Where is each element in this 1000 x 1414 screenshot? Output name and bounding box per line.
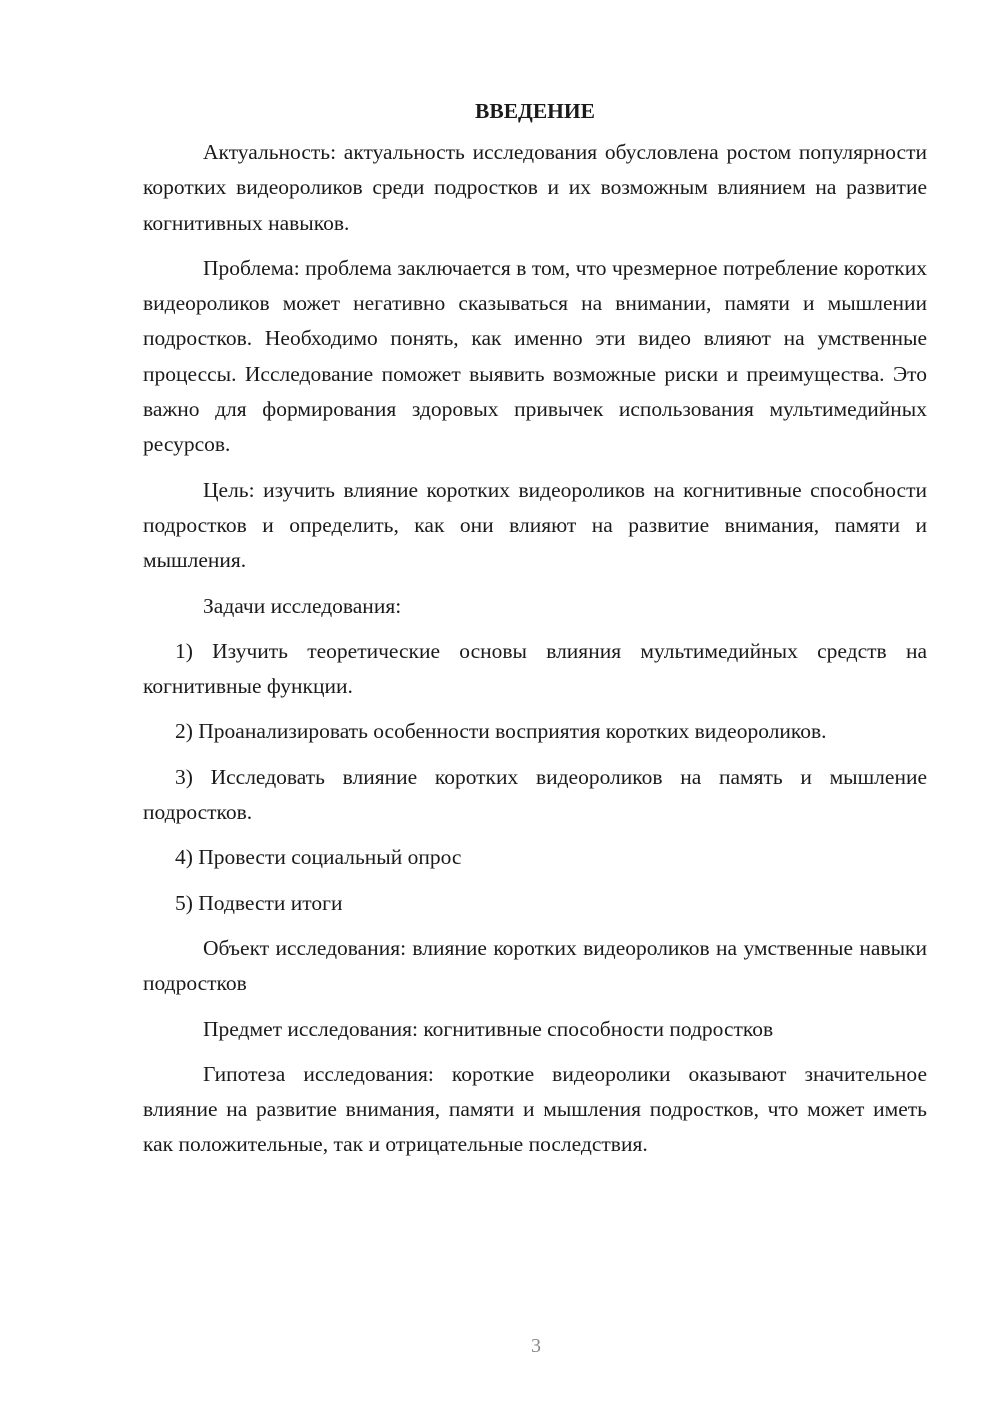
document-page — [143, 95, 927, 1173]
task-item-2: 2) Проанализировать особенности восприятия коротких видеороликов. — [175, 719, 827, 744]
task-item-4: 4) Провести социальный опрос — [175, 845, 462, 870]
goal-paragraph: Цель: изучить влияние коротких видеороликов на когнитивные способности подростков и определить, как они влияют на развитие внимания, памяти и мышления. — [143, 477, 927, 573]
object-paragraph: Объект исследования: влияние коротких видеороликов на умственные навыки подростков — [143, 935, 927, 996]
document-title: ВВЕДЕНИЕ — [475, 99, 595, 123]
page-number: 3 — [531, 1335, 541, 1357]
relevance-paragraph: Актуальность: актуальность исследования обусловлена ростом популярности коротких видеороликов среди подростков и их возможным влиянием на развитие когнитивных навыков. — [143, 140, 927, 235]
tasks-heading: Задачи исследования: — [203, 593, 402, 618]
problem-paragraph: Проблема: проблема заключается в том, что чрезмерное потребление коротких видеороликов может негативно сказываться на внимании, памяти и мышлении подростков. Необходимо понять, как именно эти видео влияют на умственные процессы. Исследование поможет выявить возможные риски и преимущества. Это важно для формирования здоровых привычек использования мультимедийных ресурсов. — [143, 255, 927, 457]
subject-paragraph: Предмет исследования: когнитивные способности подростков — [203, 1016, 774, 1041]
task-item-3: 3) Исследовать влияние коротких видеороликов на память и мышление подростков. — [143, 764, 927, 825]
task-item-1: 1) Изучить теоретические основы влияния мультимедийных средств на когнитивные функции. — [143, 638, 927, 699]
hypothesis-paragraph: Гипотеза исследования: короткие видеоролики оказывают значительное влияние на развитие внимания, памяти и мышления подростков, что может иметь как положительные, так и отрицательные последствия. — [143, 1061, 927, 1157]
task-item-5: 5) Подвести итоги — [175, 890, 343, 915]
